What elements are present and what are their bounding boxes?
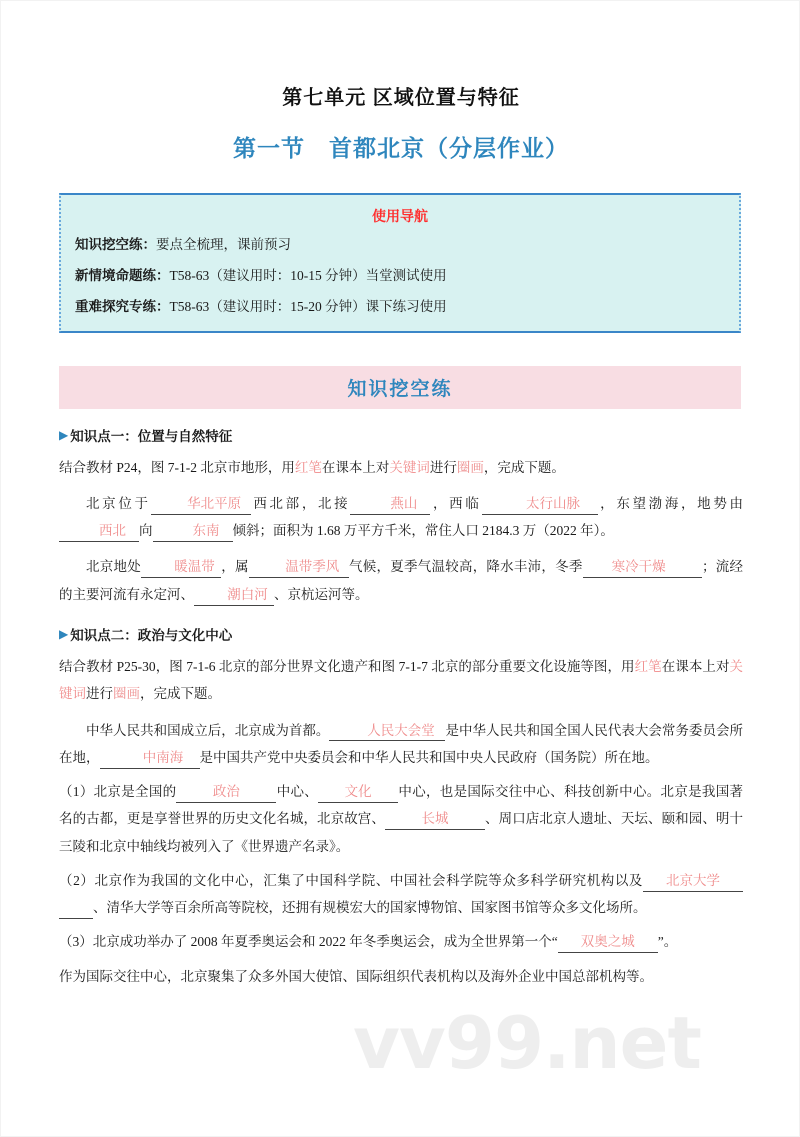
knowledge-point-1-instruction [59, 454, 743, 481]
kp1-p1-t6: 倾斜；面积为 1.68 万平方千米，常住人口 2184.3 万（2022 年）。 [232, 523, 614, 539]
document-content [59, 1, 743, 990]
kp1-instr-part4: ，完成下题。 [483, 459, 565, 475]
kp1-p1-t2: 西北部，北接 [250, 495, 351, 511]
kp1-paragraph-2 [59, 553, 743, 608]
kp2-p1-t1: 中华人民共和国成立后，北京成为首都。 [86, 722, 330, 738]
kp2-instr-keyword3: 圈画 [113, 686, 140, 702]
kp2-i2-t1: （2）北京作为我国的文化中心，汇集了中国科学院、中国社会科学院等众多科学研究机构以及 [59, 872, 643, 888]
nav-line-2 [75, 267, 725, 285]
blank-answer-zhongnanhai[interactable]: 中南海 [100, 750, 200, 769]
kp1-p2-t2: ，属 [220, 559, 249, 575]
knowledge-practice-banner [59, 366, 741, 409]
kp2-item-3 [59, 928, 743, 955]
blank-answer-chaobaihe[interactable]: 潮白河 [194, 587, 274, 606]
triangle-bullet-icon: ▶ [59, 427, 69, 442]
kp1-p1-t1: 北京位于 [86, 495, 151, 511]
section-title: 第一节 首都北京（分层作业） [233, 135, 569, 161]
nav-line-1 [75, 236, 725, 254]
kp2-item-2 [59, 867, 743, 922]
nav-line-3 [75, 298, 725, 316]
kp1-instr-part3: 进行 [429, 459, 457, 475]
blank-answer-wendai-jifeng[interactable]: 温带季风 [249, 559, 349, 578]
knowledge-point-2-heading [59, 624, 743, 644]
blank-answer-renmin-dahuitang[interactable]: 人民大会堂 [329, 723, 445, 742]
blank-answer-yanshan[interactable]: 燕山 [350, 496, 430, 515]
usage-navigation-title: 使用导航 [372, 208, 428, 224]
kp2-i3-t2: ”。 [657, 934, 678, 950]
kp2-paragraph-1 [59, 717, 743, 772]
knowledge-point-2-heading-text: 知识点二：政治与文化中心 [70, 627, 233, 643]
kp2-i1-t1: （1）北京是全国的 [59, 784, 177, 800]
blank-answer-beijing-daxue[interactable]: 北京大学 [643, 873, 743, 892]
kp1-p1-t4: ，东望渤海，地势由 [597, 495, 744, 511]
kp2-i1-t3: 中心，也是国际交往中心、科技创新中心。北京是我国著名的古都，更是享誉世界的历史文化名城，北京故宫、 [59, 784, 744, 827]
kp1-p1-t3: ，西临 [430, 495, 482, 511]
kp2-item-1 [59, 778, 743, 860]
kp2-instr-part1: 结合教材 P25-30，图 7-1-6 北京的部分世界文化遗产和图 7-1-7 北京的部分重要文化设施等图，用 [59, 658, 635, 674]
blank-answer-xibei[interactable]: 西北 [59, 523, 139, 542]
blank-answer-hanleng-ganzao-tail[interactable] [668, 559, 702, 578]
nav-line-1-label: 知识挖空练： [75, 237, 156, 252]
kp2-instr-part2: 在课本上对 [661, 658, 730, 674]
nav-line-2-text: T58-63（建议用时：10-15 分钟）当堂测试使用 [169, 268, 447, 284]
kp1-p2-t5: 、京杭运河等。 [274, 586, 369, 602]
nav-line-3-label: 重难探究专练： [75, 299, 170, 315]
kp2-item-4 [59, 963, 743, 990]
knowledge-point-1-heading [59, 425, 743, 445]
blank-answer-zhengzhi[interactable]: 政治 [176, 784, 276, 803]
kp2-p1-t3: 是中国共产党中央委员会和中华人民共和国中央人民政府（国务院）所在地。 [199, 749, 659, 765]
kp1-paragraph-1 [59, 490, 743, 545]
kp2-i3-t1: （3）北京成功举办了 2008 年夏季奥运会和 2022 年冬季奥运会，成为全世界第一个“ [59, 934, 558, 950]
blank-answer-huabei-pingyuan[interactable]: 华北平原 [151, 496, 251, 515]
knowledge-point-1-heading-text: 知识点一：位置与自然特征 [70, 428, 233, 444]
kp1-p2-t3: 气候，夏季气温较高，降水丰沛，冬季 [348, 559, 583, 575]
kp1-p2-t4: ；流经的主要河流有永定河、 [59, 559, 744, 602]
site-watermark: vv99.net [353, 1001, 701, 1085]
kp2-instr-part3: 进行 [86, 686, 113, 702]
kp2-i4-t1: 作为国际交往中心，北京聚集了众多外国大使馆、国际组织代表机构以及海外企业中国总部机构等。 [59, 968, 653, 984]
kp1-p2-t1: 北京地处 [86, 559, 141, 575]
blank-answer-taihang-shanmai[interactable]: 太行山脉 [482, 496, 598, 515]
kp2-i1-t4: 、周口店北京人遗址、天坛、颐和园、明十三陵和北京中轴线均被列入了《世界遗产名录》。 [59, 811, 743, 854]
knowledge-point-2-instruction [59, 653, 743, 708]
nav-line-3-text: T58-63（建议用时：15-20 分钟）课下练习使用 [169, 299, 447, 315]
blank-answer-nuanwendai[interactable]: 暖温带 [141, 559, 221, 578]
kp2-instr-keyword1: 红笔 [634, 658, 662, 674]
kp2-instr-keyword2: 关键词 [59, 658, 744, 702]
kp2-i1-t2: 中心、 [276, 784, 319, 800]
blank-answer-shuangao-zhicheng[interactable]: 双奥之城 [558, 934, 658, 953]
kp1-instr-part1: 结合教材 P24，图 7-1-2 北京市地形，用 [59, 459, 295, 475]
triangle-bullet-icon: ▶ [59, 626, 69, 641]
blank-answer-wenhua[interactable]: 文化 [318, 784, 398, 803]
knowledge-practice-banner-title: 知识挖空练 [347, 378, 453, 400]
kp1-p1-t5: 向 [139, 523, 153, 539]
blank-answer-hanleng-ganzao[interactable]: 寒冷干燥 [583, 559, 668, 578]
nav-line-1-text: 要点全梳理，课前预习 [156, 237, 291, 252]
kp1-instr-keyword1: 红笔 [294, 459, 322, 475]
kp1-instr-keyword3: 圈画 [456, 459, 484, 475]
blank-answer-beijing-daxue-tail[interactable] [59, 900, 93, 919]
blank-answer-changcheng[interactable]: 长城 [385, 811, 485, 830]
kp1-instr-keyword2: 关键词 [389, 459, 430, 475]
kp2-instr-part4: ，完成下题。 [140, 686, 221, 702]
unit-title: 第七单元 区域位置与特征 [282, 87, 520, 109]
blank-answer-dongnan[interactable]: 东南 [153, 523, 233, 542]
kp2-i2-t2: 、清华大学等百余所高等院校，还拥有规模宏大的国家博物馆、国家图书馆等众多文化场所。 [93, 900, 647, 916]
usage-navigation-box [59, 193, 741, 333]
nav-line-2-label: 新情境命题练： [75, 268, 170, 284]
kp1-instr-part2: 在课本上对 [321, 459, 390, 475]
kp2-p1-t2: 是中华人民共和国全国人民代表大会常务委员会所在地， [59, 722, 744, 765]
